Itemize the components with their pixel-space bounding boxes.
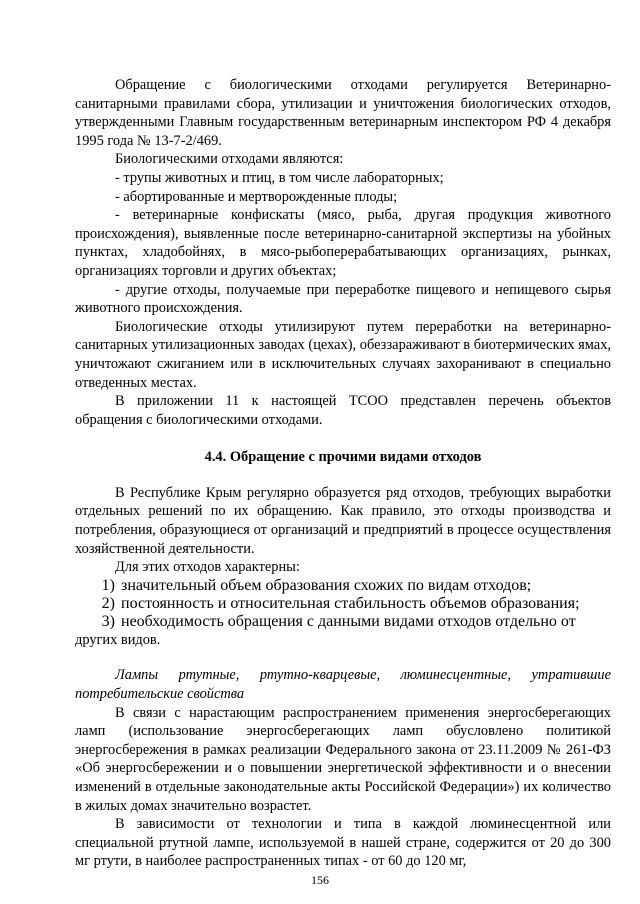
subsection-title: Лампы ртутные, ртутно-кварцевые, люминесцентные, утратившие потребительские свойства: [75, 667, 611, 703]
paragraph: В приложении 11 к настоящей ТСОО представлен перечень объектов обращения с биологическими отходами.: [75, 393, 611, 428]
list-item: - ветеринарные конфискаты (мясо, рыба, другая продукция животного происхождения), выявленные после ветеринарно-санитарной экспертизы на убойных пунктах, хладобойнях, в мясо-рыбоперерабатывающих организациях, рынках, организациях торговли и других объектах;: [75, 207, 611, 279]
page-number: 156: [311, 873, 329, 887]
paragraph: В зависимости от технологии и типа в каждой люминесцентной или специальной ртутной лампе, используемой в нашей стране, содержится от 20 до 300 мг ртути, в наиболее распространенных типах - от 60 до 120 мг,: [75, 816, 611, 870]
section-heading: 4.4. Обращение с прочими видами отходов: [204, 449, 482, 466]
list-text: значительный объем образования схожих по видам отходов;: [121, 576, 532, 594]
paragraph: Обращение с биологическими отходами регулируется Ветеринарно-санитарными правилами сбора, утилизации и уничтожения биологических отходов, утвержденными Главным государственным ветеринарным инспектором РФ 4 декабря 1995 года № 13-7-2/469.: [75, 77, 611, 149]
list-item: - абортированные и мертворожденные плоды;: [115, 188, 398, 205]
list-number: 2): [101, 594, 115, 612]
list-item: - трупы животных и птиц, в том числе лабораторных;: [115, 169, 444, 186]
paragraph: Биологическими отходами являются:: [115, 151, 344, 168]
list-text: необходимость обращения с данными видами отходов отдельно от: [121, 612, 576, 630]
list-number: 1): [101, 576, 115, 594]
document-page: [75, 76, 611, 871]
numbered-list-item: [75, 595, 611, 613]
list-text: постоянность и относительная стабильность объемов образования;: [121, 594, 580, 612]
list-continuation: других видов.: [75, 631, 161, 648]
paragraph: Биологические отходы утилизируют путем переработки на ветеринарно-санитарных утилизационных заводах (цехах), обеззараживают в биотермических ямах, уничтожают сжиганием или в исключительных случаях захоранивают в специально отведенных местах.: [75, 318, 611, 391]
list-item: - другие отходы, получаемые при переработке пищевого и непищевого сырья животного происхождения.: [75, 281, 611, 317]
numbered-list-item: [75, 577, 611, 595]
paragraph: Для этих отходов характерны:: [115, 559, 300, 576]
list-number: 3): [101, 612, 115, 630]
paragraph: В Республике Крым регулярно образуется ряд отходов, требующих выработки отдельных решений по их обращению. Как правило, это отходы производства и потребления, образующиеся от организаций и предприятий в процессе осуществления хозяйственной деятельности.: [75, 484, 611, 557]
numbered-list-item: [75, 613, 611, 631]
paragraph: В связи с нарастающим распространением применения энергосберегающих ламп (использование энергосберегающих ламп обусловлено политикой энергосбережения в рамках реализации Федерального закона от 23.11.2009 № 261-ФЗ «Об энергосбережении и о повышении энергетической эффективности и о внесении изменений в отдельные законодательные акты Российской Федерации») их количество в жилых домах значительно возрастет.: [75, 704, 611, 814]
